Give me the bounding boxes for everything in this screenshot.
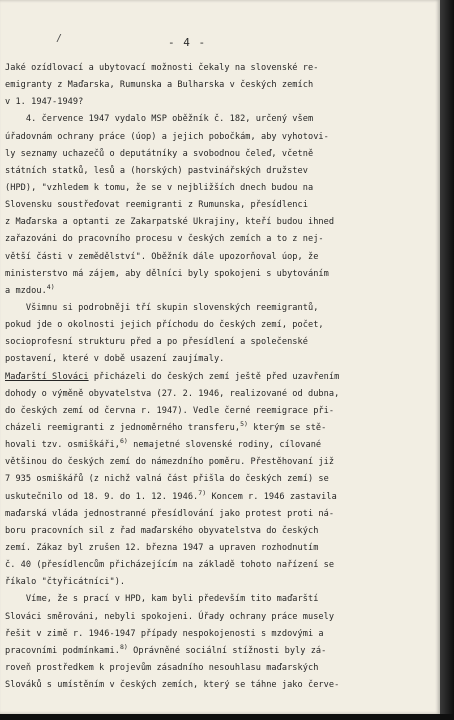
line-text: zařazováni do pracovního procesu v českých zemích a to z nej- <box>5 234 324 245</box>
line-text: Jaké ozídlovací a ubytovací možnosti čekaly na slovenské re- <box>5 63 319 73</box>
text-line <box>5 591 435 608</box>
corner-pencil-mark: / <box>56 33 63 44</box>
line-text: uskutečnilo od 18. 9. do 1. 12. 1946. <box>5 491 199 502</box>
footnote-ref: 4) <box>46 282 55 291</box>
page-edge-shadow <box>440 0 454 720</box>
text-line <box>5 94 435 111</box>
text-line <box>5 163 435 180</box>
line-text: ly seznamy uchazečů o deputátníky a svobodnou čeleď, včetně <box>5 148 314 159</box>
line-text: zemí. Zákaz byl zrušen 12. března 1947 a upraven rozhodnutím <box>5 542 319 553</box>
body-text <box>5 60 435 694</box>
line-text: postavení, které v době usazení zaujímaly. <box>5 354 225 365</box>
line-text: 4. července 1947 vydalo MSP oběžník č. 182, určený všem <box>5 114 314 125</box>
line-text: Víme, že s prací v HPD, kam byli především tito maďarští <box>5 594 319 605</box>
line-text: hovali tzv. osmiškáři, <box>5 440 120 451</box>
line-text: boru pracovních sil z řad maďarského obyvatelstva do českých <box>5 525 319 536</box>
text-line <box>5 643 435 660</box>
line-text: z Maďarska a optanti ze Zakarpatské Ukrajiny, kteří budou ihned <box>5 217 335 228</box>
page-number: - 4 - <box>168 36 207 49</box>
text-line <box>5 111 435 128</box>
text-line <box>5 214 435 231</box>
text-line <box>5 317 435 334</box>
text-line <box>5 609 435 626</box>
line-text: do českých zemí od června r. 1947). Vedle černé reemigrace při- <box>5 405 335 416</box>
line-text: dohody o výměně obyvatelstva (27. 2. 1946, realizované od dubna, <box>5 388 340 399</box>
line-text: č. 40 (přesídlencům přicházejícím na základě tohoto nařízení se <box>5 560 335 571</box>
text-line <box>5 369 435 386</box>
text-line <box>5 146 435 163</box>
text-line <box>5 626 435 643</box>
text-line <box>5 197 435 214</box>
line-text: Slovensku soustřeďovat reemigranti z Rumunska, přesídlenci <box>5 200 308 211</box>
text-line <box>5 77 435 94</box>
text-line <box>5 249 435 266</box>
text-line <box>5 471 435 488</box>
text-line <box>5 660 435 677</box>
line-text: nemajetné slovenské rodiny, cílované <box>127 440 322 451</box>
text-line <box>5 266 435 283</box>
line-text: říkalo "čtyřicátníci"). <box>5 577 126 588</box>
line-text: cházeli reemigranti z jednoměrného transferu, <box>5 422 241 433</box>
text-line <box>5 677 435 694</box>
text-line <box>5 231 435 248</box>
line-text: socioprofesní strukturu před a po přesídlení a společenské <box>5 337 308 348</box>
text-line <box>5 351 435 368</box>
line-text: většinou do českých zemí do námezdního poměru. Přestěhovaní již <box>5 457 335 468</box>
line-text: pokud jde o okolnosti jejich příchodu do českých zemí, počet, <box>5 320 324 331</box>
text-line <box>5 489 435 506</box>
text-line <box>5 540 435 557</box>
text-line <box>5 523 435 540</box>
text-line <box>5 574 435 591</box>
text-line <box>5 300 435 317</box>
line-text: kterým se stě- <box>248 422 327 433</box>
line-text: Slováků s umístěním v českých zemích, který se táhne jako červe- <box>5 680 340 691</box>
text-line <box>5 129 435 146</box>
page-bottom-shadow <box>0 714 454 720</box>
line-text: Oprávněné sociální stížnosti byly zá- <box>127 645 327 656</box>
text-line <box>5 437 435 454</box>
line-text: řešit v zimě r. 1946-1947 případy nespokojenosti s mzdovými a <box>5 628 324 639</box>
line-text: maďarská vláda jednostranné přesídlování jako protest proti ná- <box>5 508 335 519</box>
underlined-term: Maďarští Slováci <box>5 371 89 382</box>
text-line <box>5 180 435 197</box>
line-text: v 1. 1947-1949? <box>5 97 84 108</box>
footnote-ref: 5) <box>240 419 249 428</box>
line-text: roveň prostředkem k projevům zásadního nesouhlasu maďarských <box>5 662 319 673</box>
line-text: Koncem r. 1946 zastavila <box>206 491 337 502</box>
footnote-ref: 6) <box>119 437 128 446</box>
line-text: ministerstvo má zájem, aby dělníci byly spokojeni s ubytováním <box>5 268 329 279</box>
line-text: úřadovnám ochrany práce (úop) a jejich pobočkám, aby vyhotovi- <box>5 131 329 142</box>
text-line <box>5 557 435 574</box>
line-text: a mzdou. <box>5 285 47 296</box>
text-line <box>5 420 435 437</box>
line-text: emigranty z Maďarska, Rumunska a Bulharska v českých zemích <box>5 80 314 91</box>
text-line <box>5 60 435 77</box>
line-text: Slováci směrováni, nebyli spokojeni. Úřady ochrany práce musely <box>5 611 335 622</box>
line-text: 7 935 osmiškářů (z nichž valná část přišla do českých zemí) se <box>5 474 329 485</box>
text-line <box>5 454 435 471</box>
line-text: Všimnu si podrobněji tří skupin slovenských reemigrantů, <box>5 302 319 313</box>
footnote-ref: 7) <box>198 488 207 497</box>
line-text: (HPD), "vzhledem k tomu, že se v nejbližších dnech budou na <box>5 182 314 193</box>
footnote-ref: 8) <box>119 642 128 651</box>
text-line <box>5 403 435 420</box>
text-line <box>5 334 435 351</box>
line-text: pracovními podmínkami. <box>5 645 120 656</box>
line-text: větší části v zemědělství". Oběžník dále upozorňoval úop, že <box>5 251 319 262</box>
text-line <box>5 506 435 523</box>
text-line <box>5 386 435 403</box>
line-text: přicházeli do českých zemí ještě před uzavřením <box>88 371 340 382</box>
text-line <box>5 283 435 300</box>
line-text: státních statků, lesů a (horských) pastvinářských družstev <box>5 165 308 176</box>
